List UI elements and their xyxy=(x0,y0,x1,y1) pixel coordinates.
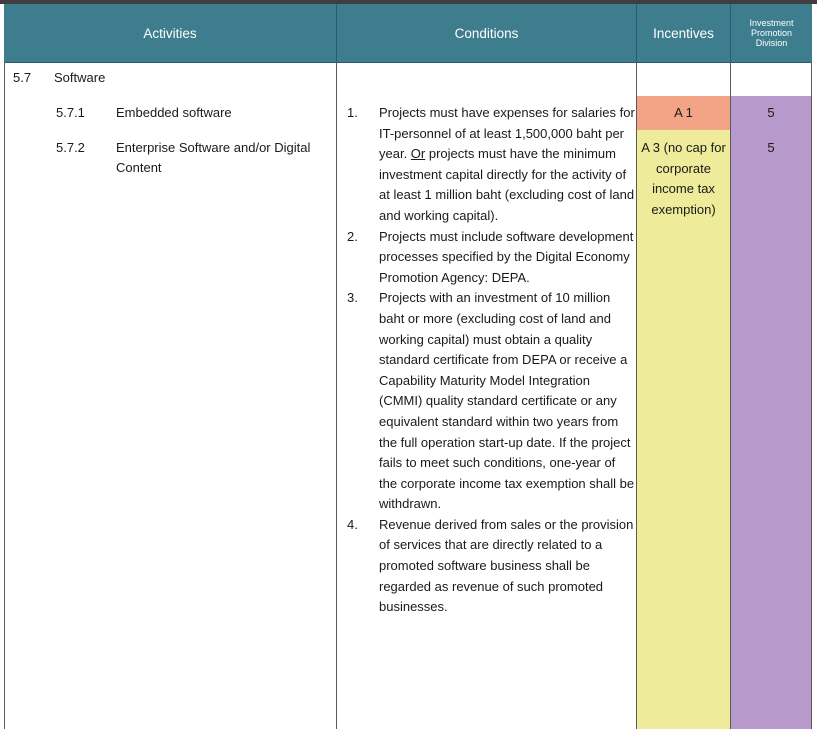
incentive-a3: A 3 (no cap for corporate income tax exemption) xyxy=(641,140,726,217)
condition-text: Projects with an investment of 10 million baht or more (excluding cost of land and working capital) must obtain a quality standard certificate from DEPA or receive a Capability Maturity Model Integration (CMMI) quality standard certificate or any equivalent standard within two years from the full operation start-up date. If the project fails to meet such conditions, one-year of the corporate income tax exemption shall be withdrawn. xyxy=(379,290,635,512)
condition-text: projects must have the minimum investment capital directly for the activity of at least 1 million baht (excluding cost of land and working capital). xyxy=(379,146,635,223)
division-number: 5 xyxy=(767,105,775,120)
condition-text: Projects must include software development processes specified by the Digital Economy Promotion Agency: DEPA. xyxy=(379,228,634,285)
condition-emphasis: Or xyxy=(410,146,426,162)
section-title: Software xyxy=(54,70,106,85)
condition-number: 4. xyxy=(347,516,358,532)
incentive-a1: A 1 xyxy=(674,105,693,120)
division-cell xyxy=(731,96,811,729)
grid-line xyxy=(336,62,337,729)
header-activities: Activities xyxy=(143,25,197,41)
condition-item xyxy=(345,103,635,227)
section-number: 5.7 xyxy=(13,70,32,85)
condition-text: Revenue derived from sales or the provision of services that are directly related to a promoted software business shall be regarded as revenue of such promoted businesses. xyxy=(379,516,634,615)
condition-number: 2. xyxy=(347,228,358,244)
activity-number: 5.7.2 xyxy=(56,140,85,155)
condition-item xyxy=(345,288,635,515)
condition-number: 3. xyxy=(347,290,358,306)
table-header xyxy=(4,4,812,63)
header-division: Investment Promotion Division xyxy=(749,18,794,48)
condition-item xyxy=(345,227,635,289)
header-conditions: Conditions xyxy=(454,25,519,41)
header-incentives: Incentives xyxy=(653,25,714,41)
condition-text: Projects must have expenses for salaries for IT-personnel of at least 1,500,000 baht per year. xyxy=(379,105,635,162)
condition-item xyxy=(345,515,635,618)
grid-line xyxy=(4,62,5,729)
conditions-list xyxy=(345,103,635,618)
condition-number: 1. xyxy=(347,105,358,120)
activity-name: Enterprise Software and/or Digital Content xyxy=(116,140,311,175)
activity-name: Embedded software xyxy=(116,105,232,120)
division-number: 5 xyxy=(767,140,775,155)
grid-line xyxy=(811,62,812,729)
activity-number: 5.7.1 xyxy=(56,105,85,120)
